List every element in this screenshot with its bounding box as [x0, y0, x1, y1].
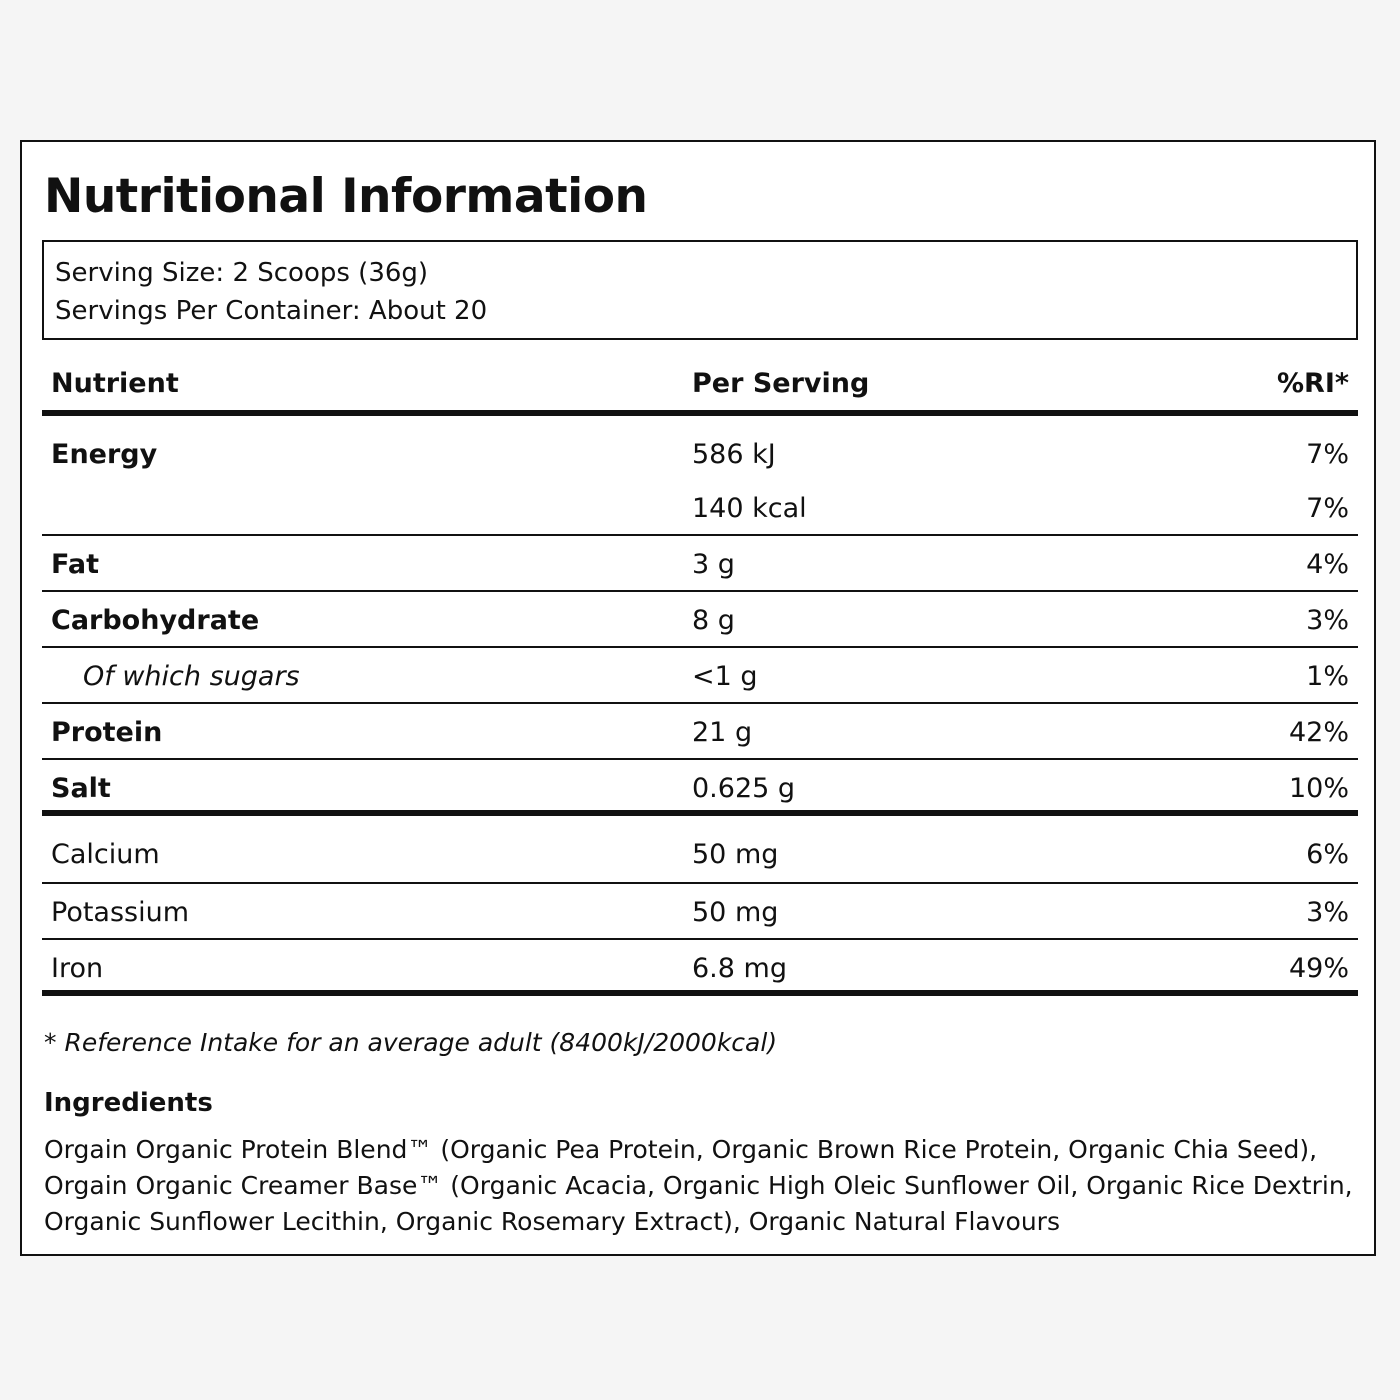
- table-row-carbohydrate: [42, 592, 1358, 648]
- header-ri: %RI*: [1276, 368, 1349, 399]
- table-header-row: [42, 354, 1358, 416]
- nutrition-label: [20, 140, 1376, 1256]
- serving-size: Serving Size: 2 Scoops (36g): [55, 258, 429, 288]
- serving-info-box: [42, 240, 1358, 340]
- nutrient-ri: 6%: [1306, 839, 1349, 870]
- nutrient-name: Of which sugars: [83, 661, 300, 692]
- header-nutrient: Nutrient: [51, 368, 179, 399]
- table-row-iron: [42, 940, 1358, 996]
- nutrient-name: Carbohydrate: [51, 605, 260, 636]
- nutrient-name: Calcium: [51, 839, 160, 870]
- nutrient-name: Energy: [51, 439, 158, 470]
- table-row-potassium: [42, 884, 1358, 940]
- nutrient-ri: 10%: [1288, 773, 1349, 804]
- nutrient-name: Salt: [51, 773, 111, 804]
- nutrient-value: 8 g: [692, 605, 735, 636]
- nutrient-value: 586 kJ: [692, 439, 776, 470]
- nutrient-name: Iron: [51, 953, 104, 984]
- nutrient-value: 3 g: [692, 549, 735, 580]
- nutrient-name: Protein: [51, 717, 163, 748]
- nutrient-value: 50 mg: [692, 839, 779, 870]
- table-row-calcium: [42, 816, 1358, 884]
- nutrient-name: Potassium: [51, 897, 190, 928]
- servings-per-container: Servings Per Container: About 20: [55, 296, 488, 326]
- nutrient-ri: 7%: [1306, 493, 1349, 524]
- table-row-energy-kcal: [42, 480, 1358, 536]
- nutrient-ri: 7%: [1306, 439, 1349, 470]
- table-row-sugars: [42, 648, 1358, 704]
- ingredients-text: Orgain Organic Protein Blend™ (Organic Pea Protein, Organic Brown Rice Protein, Organic Chia Seed), Orgain Organic Creamer Base™ (Organic Acacia, Organic High Oleic Sunflower Oil, Organic Rice Dextrin, Organic Sunflower Lecithin, Organic Rosemary Extract), Organic Natural Flavours: [44, 1135, 1353, 1236]
- nutrient-value: 6.8 mg: [692, 953, 787, 984]
- nutrient-ri: 49%: [1288, 953, 1349, 984]
- nutrient-value: 21 g: [692, 717, 753, 748]
- nutrient-value: 0.625 g: [692, 773, 796, 804]
- page-title: Nutritional Information: [44, 169, 648, 224]
- nutrient-value: 50 mg: [692, 897, 779, 928]
- nutrient-ri: 1%: [1306, 661, 1349, 692]
- nutrient-ri: 3%: [1306, 897, 1349, 928]
- nutrient-ri: 4%: [1306, 549, 1349, 580]
- nutrient-ri: 3%: [1306, 605, 1349, 636]
- table-row-salt: [42, 760, 1358, 816]
- nutrient-name: Fat: [51, 549, 99, 580]
- header-per-serving: Per Serving: [692, 368, 870, 399]
- reference-intake-footnote: * Reference Intake for an average adult (8400kJ/2000kcal): [44, 1028, 778, 1057]
- table-row-fat: [42, 536, 1358, 592]
- nutrient-value: 140 kcal: [692, 493, 807, 524]
- table-row-protein: [42, 704, 1358, 760]
- ingredients-heading: Ingredients: [44, 1088, 213, 1118]
- table-row-energy-kj: [42, 416, 1358, 480]
- nutrition-table: [42, 354, 1358, 996]
- nutrient-ri: 42%: [1288, 717, 1349, 748]
- nutrient-value: <1 g: [692, 661, 758, 692]
